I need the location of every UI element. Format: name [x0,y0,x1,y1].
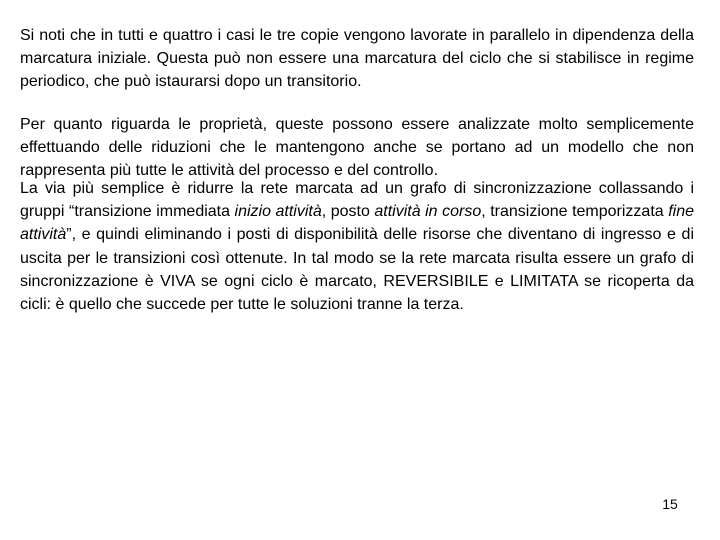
paragraph-reduction-text-3: , transizione temporizzata [481,203,669,221]
paragraph-intro: Si noti che in tutti e quattro i casi le tre copie vengono lavorate in parallelo in dipendenza della marcatura iniziale. Questa può non essere una marcatura del ciclo che si stabilisce in regime periodico, che può istaurarsi dopo un transitorio. [20,27,694,91]
paragraph-reduction-text-4: ”, e quindi eliminando i posti di disponibilità delle risorse che diventano di ingresso e di uscita per le transizioni così ottenute. In tal modo se la rete marcata risulta essere un grafo di sincronizzazione è VIVA se ogni ciclo è marcato, REVERSIBILE e LIMITATA se ricoperta da cicli: è quello che succede per tutte le soluzioni tranne la terza. [20,226,694,314]
paragraph-properties: Per quanto riguarda le proprietà, queste possono essere analizzate molto semplicemente effettuando delle riduzioni che le mantengono anche se portano ad un modello che non rappresenta più tutte le attività del processo e del controllo. [20,116,694,180]
emphasis-inizio-attivita: inizio attività [234,203,322,221]
emphasis-fine-attivita: fine attività [20,203,694,244]
paragraph-reduction-text-1: La via più semplice è ridurre la rete marcata ad un grafo di sincronizzazione collassando i gruppi “transizione immediata [20,180,694,221]
paragraph-reduction-text-2: , posto [321,203,375,221]
emphasis-attivita-in-corso: attività in corso [374,203,482,221]
page-number: 15 [662,496,678,512]
paragraph-reduction [20,177,694,316]
